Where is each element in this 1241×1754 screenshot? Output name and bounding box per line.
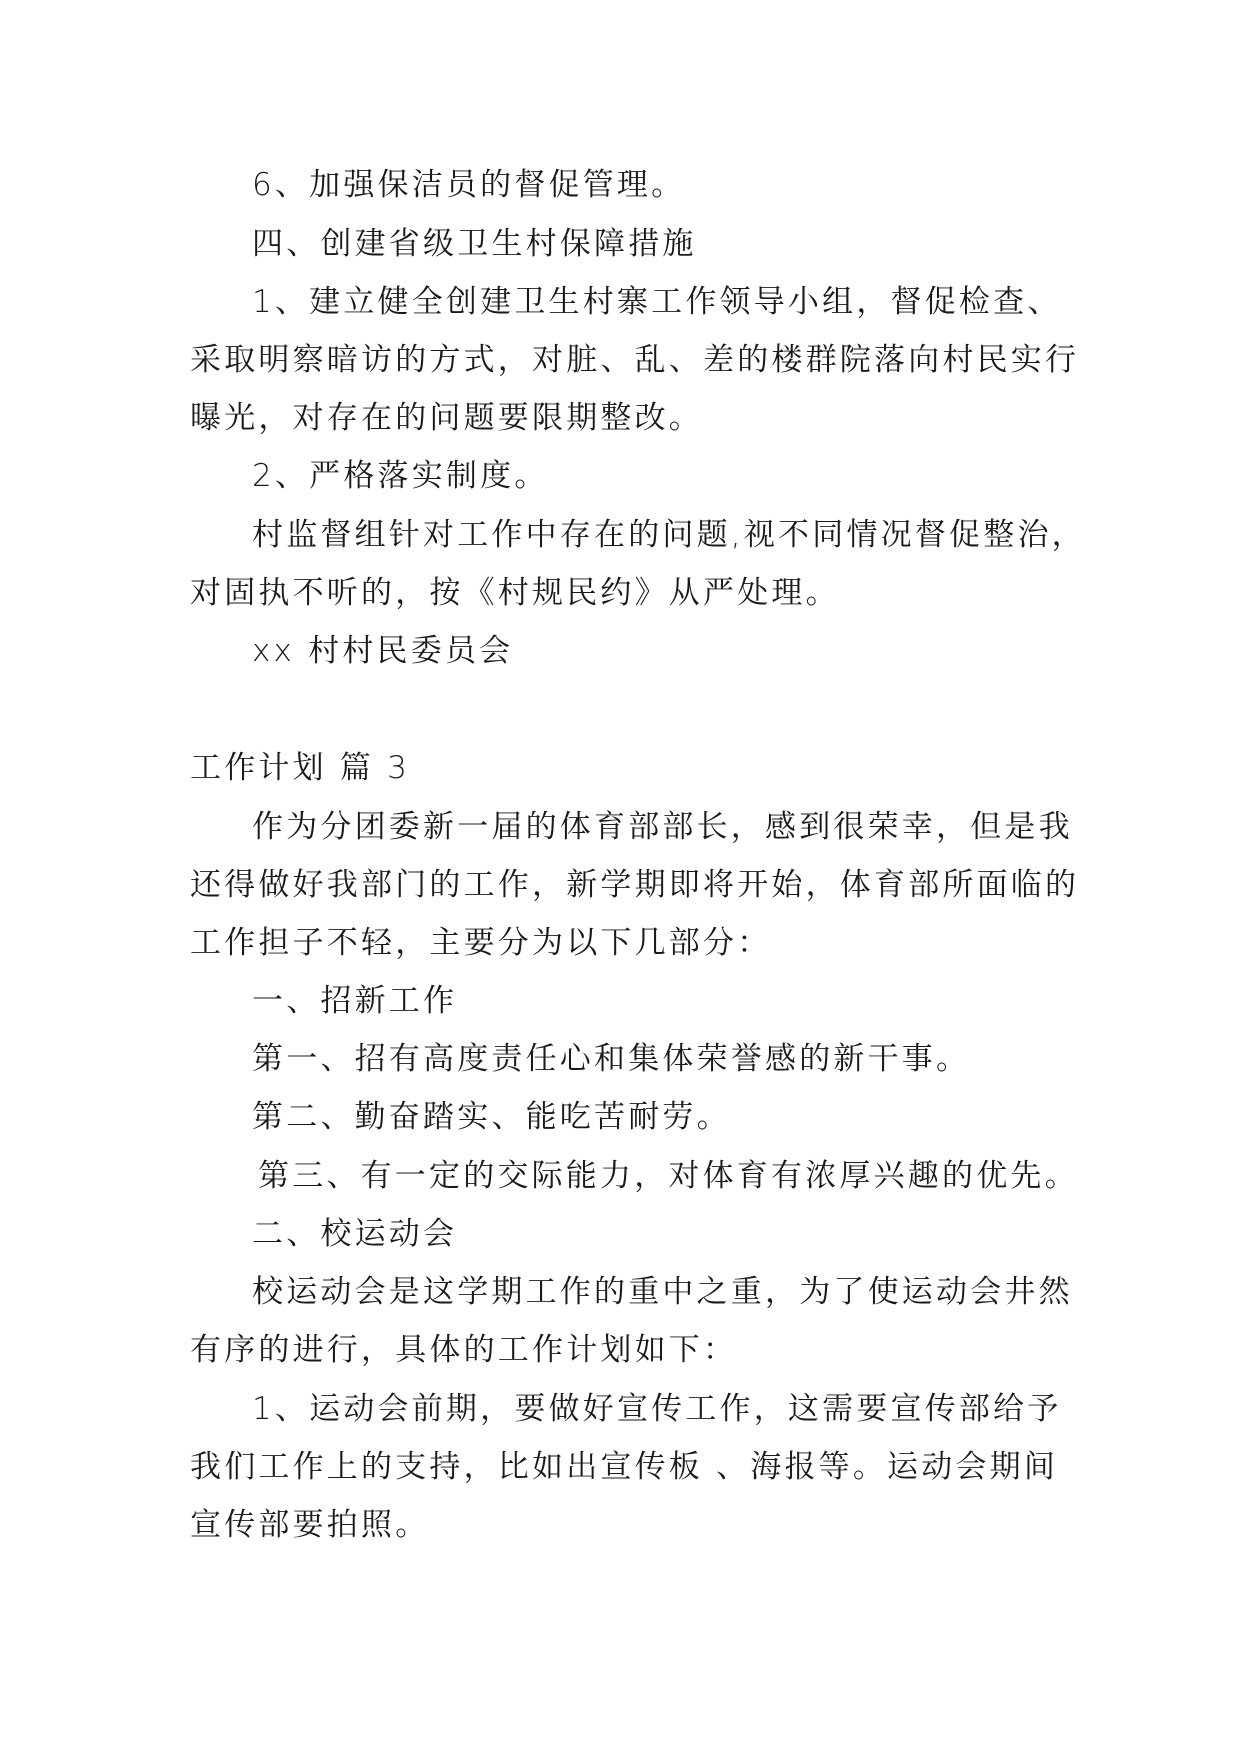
- measure-1-line-3: 曝光，对存在的问题要限期整改。: [190, 400, 703, 436]
- section-3-title: 工作计划 篇 3: [190, 750, 411, 786]
- heading-2: 二、校运动会: [252, 1216, 458, 1252]
- intro-line-1: 作为分团委新一届的体育部部长，感到很荣幸，但是我: [252, 809, 1073, 845]
- games-line-2: 有序的进行，具体的工作计划如下：: [190, 1332, 738, 1368]
- heading-4: 四、创建省级卫生村保障措施: [252, 226, 697, 262]
- games-line-1: 校运动会是这学期工作的重中之重，为了使运动会井然: [252, 1274, 1073, 1310]
- recruit-1: 第一、招有高度责任心和集体荣誉感的新干事。: [252, 1041, 971, 1077]
- measure-1-line-1: 1、建立健全创建卫生村寨工作领导小组，督促检查、: [252, 284, 1062, 320]
- heading-1: 一、招新工作: [252, 983, 458, 1019]
- recruit-2: 第二、勤奋踏实、能吃苦耐劳。: [252, 1099, 731, 1135]
- plan-1-line-2: 我们工作上的支持，比如出宣传板 、海报等。运动会期间: [190, 1449, 1059, 1485]
- supervision-line-1: 村监督组针对工作中存在的问题,视不同情况督促整治，: [252, 517, 1086, 553]
- signature: xx 村村民委员会: [252, 633, 514, 669]
- plan-1-line-1: 1、运动会前期，要做好宣传工作，这需要宣传部给予: [252, 1391, 1062, 1427]
- intro-line-2: 还得做好我部门的工作，新学期即将开始，体育部所面临的: [190, 867, 1080, 903]
- measure-2: 2、严格落实制度。: [252, 458, 549, 494]
- intro-line-3: 工作担子不轻，主要分为以下几部分：: [190, 925, 772, 961]
- item-6: 6、加强保洁员的督促管理。: [252, 167, 686, 203]
- measure-1-line-2: 采取明察暗访的方式，对脏、乱、差的楼群院落向村民实行: [190, 342, 1080, 378]
- recruit-3: 第三、有一定的交际能力，对体育有浓厚兴趣的优先。: [258, 1158, 1079, 1194]
- supervision-line-2: 对固执不听的，按《村规民约》从严处理。: [190, 575, 840, 611]
- plan-1-line-3: 宣传部要拍照。: [190, 1507, 430, 1543]
